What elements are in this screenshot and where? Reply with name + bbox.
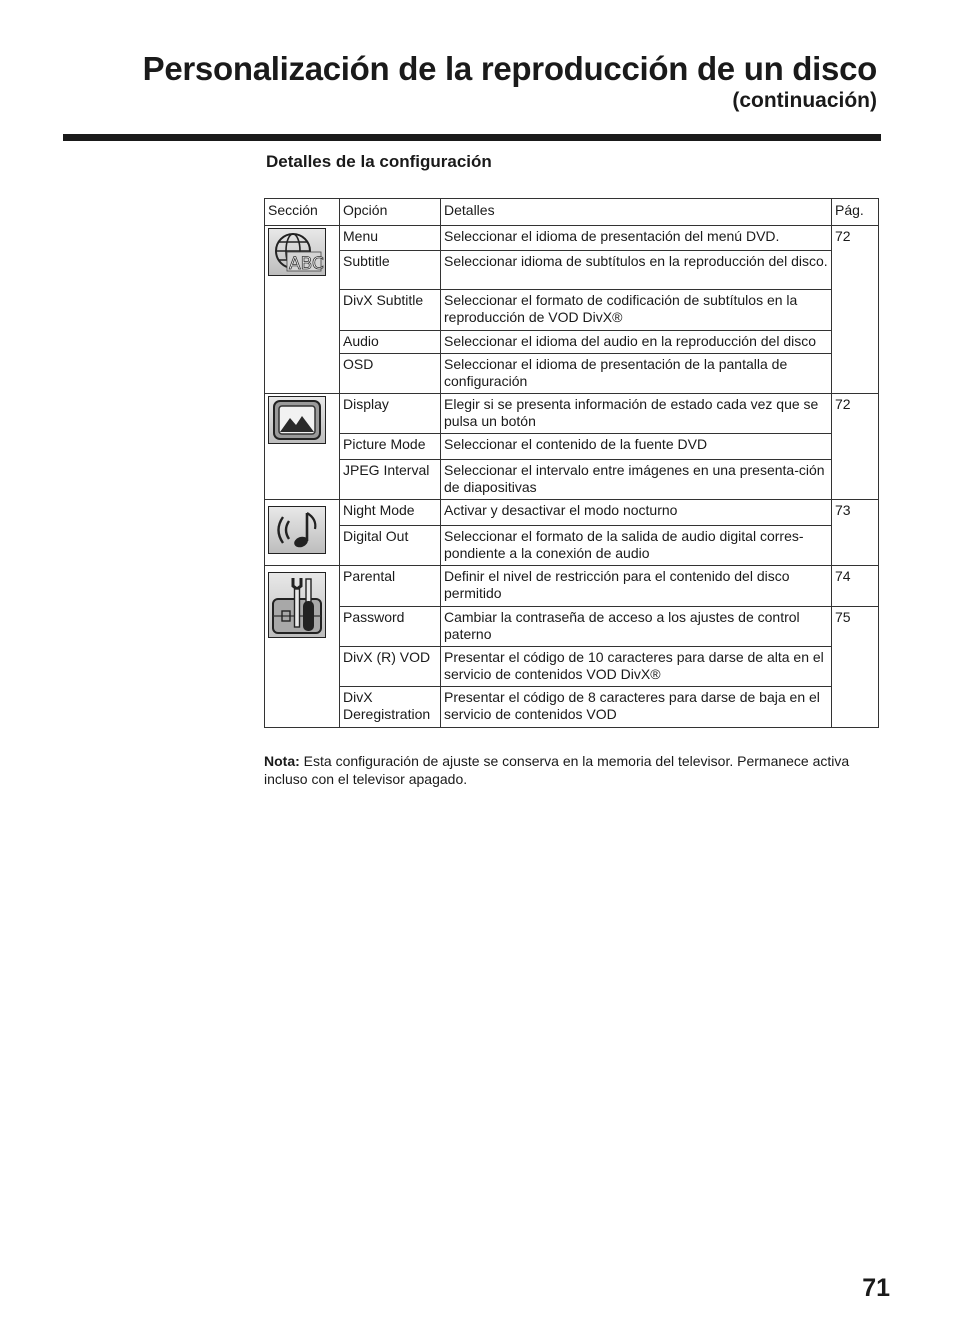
page-ref-parental: 74: [832, 566, 879, 607]
details-osd: Seleccionar el idioma de presentación de la pantalla de configuración: [441, 354, 832, 394]
table-row: [265, 331, 879, 354]
table-row: [265, 687, 879, 728]
audio-music-note-icon: [268, 506, 326, 554]
section-cell-language: [265, 226, 340, 394]
details-password: Cambiar la contraseña de acceso a los ajustes de control paterno: [441, 607, 832, 647]
note-text: Esta configuración de ajuste se conserva en la memoria del televisor. Permanece activa incluso con el televisor apagado.: [264, 753, 850, 787]
table-row: [265, 500, 879, 526]
header-rule: [63, 134, 881, 141]
table-row: [265, 434, 879, 460]
svg-text:ABC: ABC: [289, 254, 324, 274]
option-audio: Audio: [340, 331, 441, 354]
details-divx-vod: Presentar el código de 10 caracteres para darse de alta en el servicio de contenidos VOD DivX®: [441, 647, 832, 687]
table-row: [265, 226, 879, 251]
settings-table: [264, 198, 879, 728]
page-title: Personalización de la reproducción de un disco: [142, 50, 877, 87]
column-header-page: Pág.: [832, 199, 879, 226]
page-number: 71: [862, 1274, 890, 1302]
table-row: [265, 394, 879, 434]
section-cell-picture: [265, 394, 340, 500]
option-jpeg-interval: JPEG Interval: [340, 460, 441, 500]
picture-mountain-icon: [268, 396, 326, 444]
option-digital-out: Digital Out: [340, 526, 441, 566]
option-subtitle: Subtitle: [340, 251, 441, 290]
note: [264, 752, 886, 788]
option-divx-subtitle: DivX Subtitle: [340, 290, 441, 331]
column-header-details: Detalles: [441, 199, 832, 226]
option-night-mode: Night Mode: [340, 500, 441, 526]
details-divx-deregistration: Presentar el código de 8 caracteres para darse de baja en el servicio de contenidos VOD: [441, 687, 832, 728]
page-ref-picture: 72: [832, 394, 879, 500]
option-menu: Menu: [340, 226, 441, 251]
option-divx-vod: DivX (R) VOD: [340, 647, 441, 687]
table-row: [265, 354, 879, 394]
section-heading: Detalles de la configuración: [266, 152, 492, 171]
option-password: Password: [340, 607, 441, 647]
details-digital-out: Seleccionar el formato de la salida de audio digital corres-pondiente a la conexión de audio: [441, 526, 832, 566]
details-subtitle: Seleccionar idioma de subtítulos en la reproducción del disco.: [441, 251, 832, 290]
option-parental: Parental: [340, 566, 441, 607]
section-cell-tools: [265, 566, 340, 728]
details-divx-subtitle: Seleccionar el formato de codificación de subtítulos en la reproducción de VOD DivX®: [441, 290, 832, 331]
note-label: Nota:: [264, 753, 300, 769]
table-row: [265, 566, 879, 607]
tools-wrench-screwdriver-icon: [268, 572, 326, 638]
details-display: Elegir si se presenta información de estado cada vez que se pulsa un botón: [441, 394, 832, 434]
table-row: [265, 251, 879, 290]
details-parental: Definir el nivel de restricción para el contenido del disco permitido: [441, 566, 832, 607]
column-header-section: Sección: [265, 199, 340, 226]
option-osd: OSD: [340, 354, 441, 394]
language-globe-abc-icon: [268, 228, 326, 276]
page-ref-language: 72: [832, 226, 879, 394]
details-picture-mode: Seleccionar el contenido de la fuente DVD: [441, 434, 832, 460]
page-subtitle: (continuación): [732, 89, 877, 112]
details-menu: Seleccionar el idioma de presentación del menú DVD.: [441, 226, 832, 251]
option-display: Display: [340, 394, 441, 434]
page-ref-audio: 73: [832, 500, 879, 566]
table-header-row: [265, 199, 879, 226]
table-row: [265, 290, 879, 331]
details-jpeg-interval: Seleccionar el intervalo entre imágenes en una presenta-ción de diapositivas: [441, 460, 832, 500]
section-cell-audio: [265, 500, 340, 566]
table-row: [265, 647, 879, 687]
table-row: [265, 460, 879, 500]
page-ref-password: 75: [832, 607, 879, 728]
option-divx-deregistration: DivX Deregistration: [340, 687, 441, 728]
table-row: [265, 526, 879, 566]
column-header-option: Opción: [340, 199, 441, 226]
option-picture-mode: Picture Mode: [340, 434, 441, 460]
details-night-mode: Activar y desactivar el modo nocturno: [441, 500, 832, 526]
table-row: [265, 607, 879, 647]
details-audio: Seleccionar el idioma del audio en la reproducción del disco: [441, 331, 832, 354]
